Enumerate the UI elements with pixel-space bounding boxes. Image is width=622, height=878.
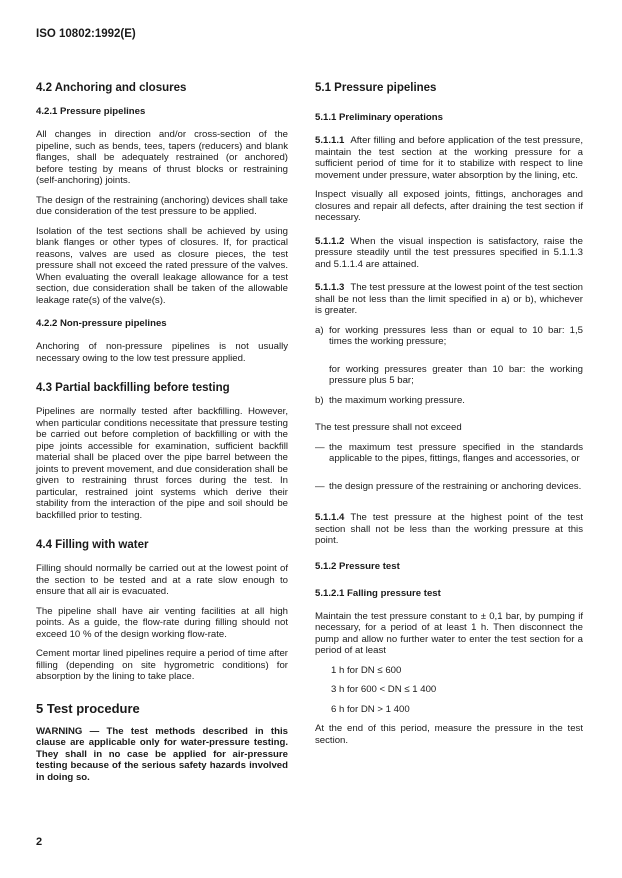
duration-condition: 6 h for DN > 1 400: [331, 703, 410, 715]
paragraph: Cement mortar lined pipelines require a period of time after filling (depending on site hygrometric conditions) for absorption by the lining to take place.: [36, 648, 288, 682]
clause-5-1-1-4: [315, 512, 583, 547]
list-item-b: [315, 395, 583, 415]
paragraph: Maintain the test pressure constant to ± 0,1 bar, by pumping if necessary, for a period of at least 1 h. Then disconnect the pump and allow no further water to enter the test section for a period of at least: [315, 610, 583, 656]
paragraph: Inspect visually all exposed joints, fittings, anchorages and closures and repair all defects, after draining the test section if necessary.: [315, 189, 583, 223]
dash-text: the design pressure of the restraining or anchoring devices.: [329, 480, 582, 492]
page-number: 2: [36, 836, 43, 848]
clause-number: 5.1.1.2: [315, 235, 345, 247]
right-column: [315, 82, 583, 754]
clause-number: 5.1.1.3: [315, 282, 345, 293]
paragraph: The test pressure shall not exceed: [315, 422, 462, 433]
section-5-heading: 5 Test procedure: [36, 700, 140, 716]
section-5-1-2-heading: 5.1.2 Pressure test: [315, 560, 400, 572]
dash-item: [315, 481, 583, 501]
paragraph: All changes in direction and/or cross-section of the pipeline, such as bends, tees, tapers (reducers) and blank flanges, shall be adequately restrained (or anchored) before testing by means of thrust blocks or restraining (self-anchoring) joints.: [36, 129, 288, 186]
clause-text: When the visual inspection is satisfactory, raise the pressure steadily until the test pressures specified in 5.1.1.3 and 5.1.1.4 are attained.: [315, 235, 583, 270]
paragraph: Filling should normally be carried out at the lowest point of the section to be tested and at a rate slow enough to ensure that all air is evacuated.: [36, 563, 288, 597]
list-item-a: [315, 325, 583, 356]
paragraph: Anchoring of non-pressure pipelines is not usually necessary owing to the low test pressure applied.: [36, 341, 288, 364]
section-4-2-heading: 4.2 Anchoring and closures: [36, 82, 187, 94]
section-5-1-1-heading: 5.1.1 Preliminary operations: [315, 112, 443, 123]
clause-text: The test pressure at the highest point of the test section shall not be less than the working pressure at this point.: [315, 512, 583, 546]
dash-marker: —: [315, 441, 325, 453]
clause-5-1-1-1: [315, 135, 583, 181]
list-marker: b): [315, 394, 324, 406]
list-subtext: for working pressures greater than 10 bar: the working pressure plus 5 bar;: [329, 363, 583, 386]
duration-condition: 3 h for 600 < DN ≤ 1 400: [331, 684, 437, 695]
section-4-2-2-heading: 4.2.2 Non-pressure pipelines: [36, 318, 167, 329]
paragraph: Isolation of the test sections shall be achieved by using blank flanges or other types of closures. If, for practical reasons, valves are used as closure pieces, the test pressure shall not exceed the rated pressure of the valves. When evaluating the overall leakage allowance for a test section, due consideration shall be taken of the allowable leakage rate(s) of the valve(s).: [36, 225, 288, 306]
warning-text: WARNING — The test methods described in this clause are applicable only for water-pressure testing. They shall in no case be applied for air-pressure testing because of the serious safety hazards involved in doing so.: [36, 725, 288, 783]
dash-text: the maximum test pressure specified in the standards applicable to the pipes, fittings, flanges and accessories, or: [329, 441, 583, 464]
clause-text: After filling and before application of the test pressure, maintain the test section at the working pressure for a sufficient period of time for it to stabilize with respect to line movement under pressure, water absorption by the lining, etc.: [315, 135, 583, 181]
dash-marker: —: [315, 480, 325, 492]
section-4-3-heading: 4.3 Partial backfilling before testing: [36, 382, 230, 394]
clause-text: The test pressure at the lowest point of the test section shall be not less than the limit specified in a) or b), whichever is greater.: [315, 282, 583, 316]
paragraph: The pipeline shall have air venting facilities at all high points. As a guide, the flow-rate during filling should not exceed 10 % of the design working flow-rate.: [36, 605, 288, 640]
section-5-1-2-1-heading: 5.1.2.1 Falling pressure test: [315, 587, 441, 599]
list-text: for working pressures less than or equal to 10 bar: 1,5 times the working pressure;: [329, 324, 583, 347]
list-text: the maximum working pressure.: [329, 394, 465, 406]
left-column: [36, 82, 288, 783]
section-4-4-heading: 4.4 Filling with water: [36, 539, 149, 551]
list-marker: a): [315, 324, 324, 336]
document-header: ISO 10802:1992(E): [36, 28, 136, 40]
section-5-1-heading: 5.1 Pressure pipelines: [315, 82, 437, 94]
duration-condition: 1 h for DN ≤ 600: [331, 664, 402, 676]
section-4-2-1-heading: 4.2.1 Pressure pipelines: [36, 106, 146, 117]
clause-5-1-1-2: [315, 236, 583, 271]
paragraph: At the end of this period, measure the pressure in the test section.: [315, 723, 583, 746]
dash-item: [315, 442, 583, 473]
paragraph: Pipelines are normally tested after backfilling. However, when particular conditions necessitate that pressure testing be carried out before completion of backfilling or with the pipe joints accessible for examination, sufficient backfill material shall be placed over the pipe barrel between the joints to prevent movement, and due consideration shall be given to restraining thrust forces during the test. In particular, restrained joint systems which derive their stability from the interaction of the pipe and soil should be backfilled prior to testing.: [36, 406, 288, 521]
paragraph: The design of the restraining (anchoring) devices shall take due consideration of the test pressure to be applied.: [36, 194, 288, 217]
clause-number: 5.1.1.1: [315, 135, 345, 146]
clause-5-1-1-3: [315, 282, 583, 317]
clause-number: 5.1.1.4: [315, 512, 345, 523]
